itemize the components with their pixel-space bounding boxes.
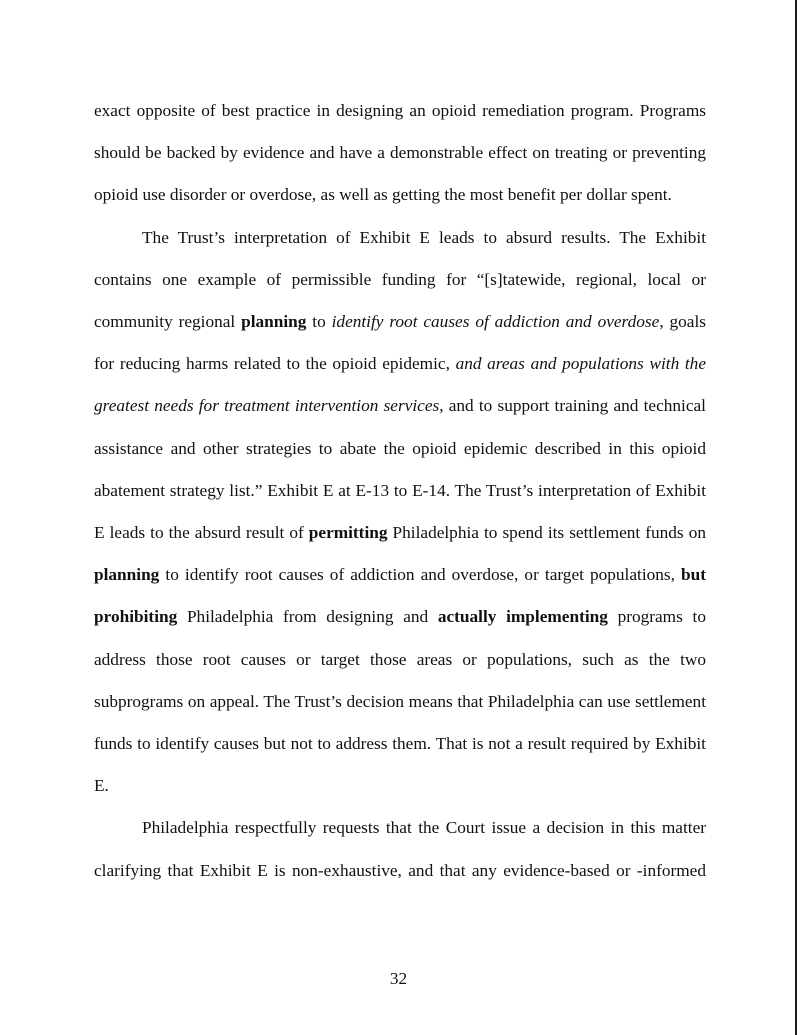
bold-run: but prohibiting xyxy=(94,565,706,627)
page-number: 32 xyxy=(389,969,408,988)
italic-run: identify root causes of addiction and overdose xyxy=(331,312,660,332)
text-run: Philadelphia respectfully requests that the Court issue a decision in this matter clarifying that Exhibit E is non-exhaustive, and that any evidence-based or -informed xyxy=(94,818,706,880)
bold-run: planning xyxy=(241,312,307,332)
paragraph-2 xyxy=(94,217,706,808)
text-run: The Trust’s interpretation of Exhibit E leads to absurd results. The Exhibit contains one example of permissible funding for “[s]tatewide, regional, local or community regional xyxy=(94,227,706,332)
italic-run: and areas and populations with the greatest needs for treatment intervention services xyxy=(94,354,706,416)
text-run: exact opposite of best practice in designing an opioid remediation program. Programs should be backed by evidence and have a demonstrable effect on treating or preventing opioid use disorder or overdose, as well as getting the most benefit per dollar spent. xyxy=(94,101,706,205)
bold-run: permitting xyxy=(308,523,388,543)
paragraph-1 xyxy=(94,90,706,217)
text-run: Philadelphia from designing and xyxy=(177,607,438,627)
text-run: programs to address those root causes or target those areas or populations, such as the two subprograms on appeal. The Trust’s decision means that Philadelphia can use settlement funds to identify causes but not to address them. That is not a result required by Exhibit E. xyxy=(94,607,706,796)
text-run: to identify root causes of addiction and overdose, or target populations, xyxy=(159,565,682,585)
text-run: to xyxy=(306,312,332,332)
bold-run: planning xyxy=(94,565,160,585)
document-body xyxy=(94,90,706,892)
bold-run: actually implementing xyxy=(437,607,608,627)
paragraph-3 xyxy=(94,807,706,891)
text-run: Philadelphia to spend its settlement funds on xyxy=(387,523,706,543)
text-run: , goals for reducing harms related to the opioid epidemic, xyxy=(94,312,707,374)
text-run: , and to support training and technical assistance and other strategies to abate the opioid epidemic described in this opioid abatement strategy list.” Exhibit E at E-13 to E-14. The Trust’s interpretation of Exhibit E leads to the absurd result of xyxy=(94,396,706,543)
